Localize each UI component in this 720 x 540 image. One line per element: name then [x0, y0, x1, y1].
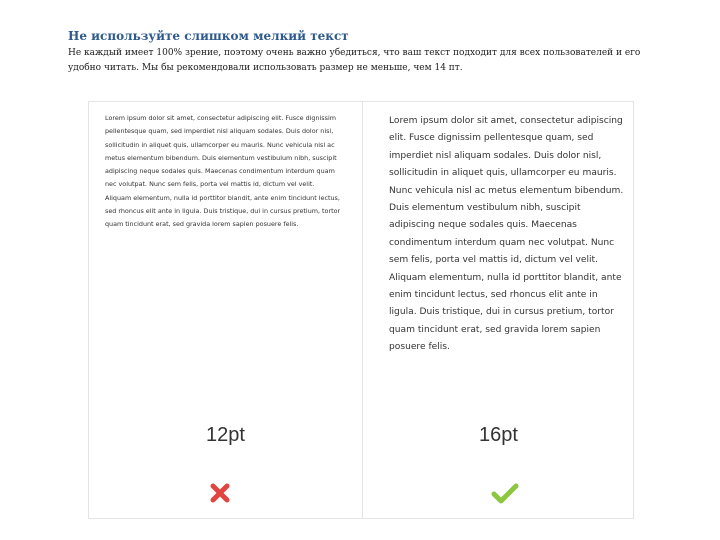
- small-size-label: 12pt: [206, 424, 245, 446]
- slide-body-text: Не каждый имеет 100% зрение, поэтому очень важно убедиться, что ваш текст подходит для всех пользователей и его удобно читать. Мы бы рекомендовали использовать размер не меньше, чем 14 пт.: [68, 48, 641, 73]
- large-size-label: 16pt: [479, 424, 518, 446]
- font-size-comparison-panel: [88, 101, 634, 519]
- large-text-sample: Lorem ipsum dolor sit amet, consectetur adipiscing elit. Fusce dignissim pellentesque quam, sed imperdiet nisl aliquam sodales. Duis dolor nisl, sollicitudin in aliquet quis, ullamcorper eu mauris. Nunc vehicula nisl ac metus elementum bibendum. Duis elementum vestibulum nibh, suscipit adipiscing neque sodales quis. Maecenas condimentum interdum quam nec volutpat. Nunc sem felis, porta vel mattis id, dictum vel velit. Aliquam elementum, nulla id porttitor blandit, ante enim tincidunt lectus, sed rhoncus elit ante in ligula. Duis tristique, dui in cursus pretium, tortor quam tincidunt erat, sed gravida lorem sapien posuere felis.: [389, 116, 624, 353]
- small-text-sample: Lorem ipsum dolor sit amet, consectetur adipiscing elit. Fusce dignissim pellentesque quam, sed imperdiet nisl aliquam sodales. Duis dolor nisl, sollicitudin in aliquet quis, ullamcorper eu mauris. Nunc vehicula nisl ac metus elementum bibendum. Duis elementum vestibulum nibh, suscipit adipiscing neque sodales quis. Maecenas condimentum interdum quam nec volutpat. Nunc sem felis, porta vel mattis id, dictum vel velit. Aliquam elementum, nulla id porttitor blandit, ante enim tincidunt lectus, sed rhoncus elit ante in ligula. Duis tristique, dui in cursus pretium, tortor quam tincidunt erat, sed gravida lorem sapien posuere felis.: [105, 114, 341, 229]
- panel-divider: [362, 102, 363, 518]
- check-icon: [491, 482, 519, 508]
- cross-icon: [209, 482, 231, 508]
- slide-title: Не используйте слишком мелкий текст: [68, 29, 349, 43]
